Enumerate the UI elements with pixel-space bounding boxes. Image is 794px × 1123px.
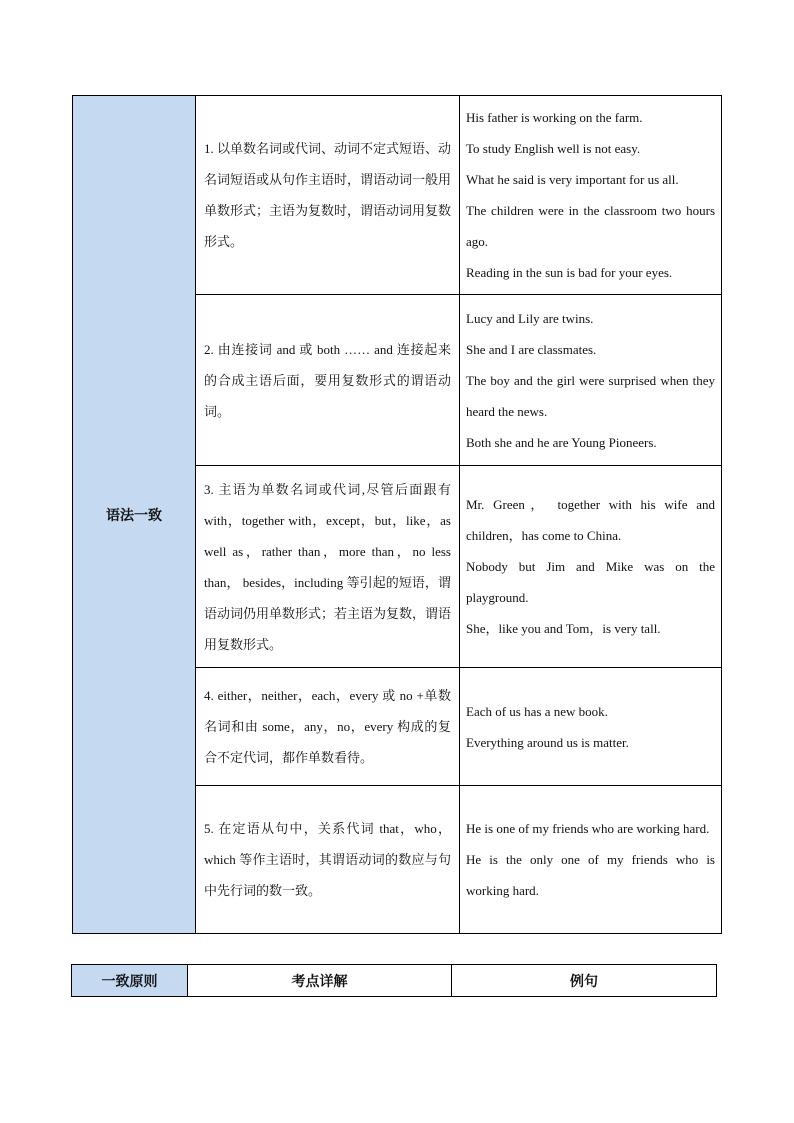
example-sentence: He is one of my friends who are working hard. [466,821,710,836]
table-row [73,96,722,295]
example-cell-4 [460,668,722,786]
rule-cell-1: 1. 以单数名词或代词、动词不定式短语、动名词短语或从句作主语时，谓语动词一般用单数形式；主语为复数时，谓语动词用复数形式。 [196,96,460,295]
example-cell-2 [460,295,722,466]
grammar-agreement-table [72,95,722,934]
header-principle: 一致原则 [72,965,188,997]
example-sentence: She and I are classmates. [466,341,597,357]
header-examples: 例句 [452,965,717,997]
rule-cell-4: 4. either，neither，each，every 或 no +单数名词和由 some，any，no，every 构成的复合不定代词，都作单数看待。 [196,668,460,786]
example-cell-3 [460,466,722,668]
header-row [72,965,717,997]
example-cell-1 [460,96,722,295]
rule-cell-3: 3. 主语为单数名词或代词,尽管后面跟有 with，together with，except，but，like，as well as，rather than，more than，no less than， besides，including 等引起的短语，谓语动词仍用单数形式；若主语为复数，谓语用复数形式。 [196,466,460,668]
category-cell: 语法一致 [73,96,196,934]
example-sentence: Each of us has a new book. [466,703,608,719]
example-sentence: To study English well is not easy. [466,141,641,156]
example-sentence: Nobody but Jim and Mike was on the playground. [466,559,715,605]
example-sentence: What he said is very important for us all. [466,172,679,187]
example-sentence: His father is working on the farm. [466,110,643,125]
table-header [71,964,717,997]
example-sentence: Mr. Green， together with his wife and children，has come to China. [466,497,715,543]
example-sentence: Lucy and Lily are twins. [466,310,594,326]
rule-cell-5: 5. 在定语从句中，关系代词 that，who，which 等作主语时，其谓语动词的数应与句中先行词的数一致。 [196,786,460,934]
example-sentence: Reading in the sun is bad for your eyes. [466,265,673,280]
example-sentence: The children were in the classroom two hours ago. [466,203,715,249]
example-sentence: He is the only one of my friends who is working hard. [466,852,715,898]
example-sentence: Everything around us is matter. [466,734,629,750]
header-details: 考点详解 [188,965,452,997]
example-sentence: She，like you and Tom，is very tall. [466,621,661,636]
rule-cell-2: 2. 由连接词 and 或 both …… and 连接起来的合成主语后面，要用复数形式的谓语动词。 [196,295,460,466]
example-cell-5 [460,786,722,934]
example-sentence: The boy and the girl were surprised when they heard the news. [466,372,715,419]
example-sentence: Both she and he are Young Pioneers. [466,434,657,450]
